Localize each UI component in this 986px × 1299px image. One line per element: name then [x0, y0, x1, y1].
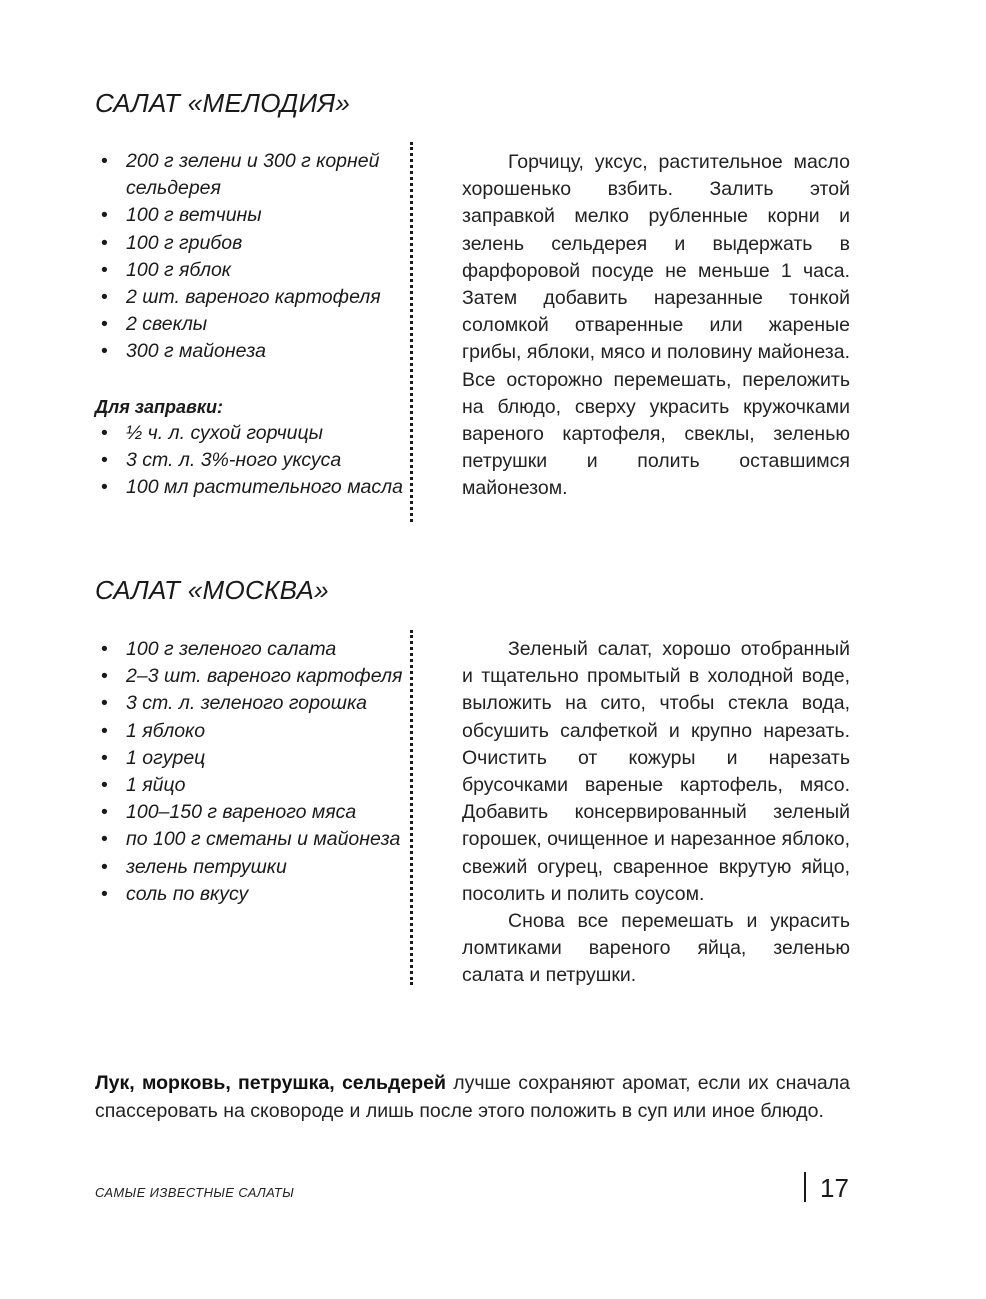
recipe-title-melodiya: САЛАТ «МЕЛОДИЯ» [95, 88, 351, 118]
instruction-paragraph: Снова все перемешать и украсить ломтиками вареного яйца, зеленью салата и петрушки. [462, 910, 850, 987]
cooking-tip [95, 1070, 850, 1125]
ingredient-item: • 100 г зеленого салата [95, 636, 405, 663]
instruction-paragraph: Горчицу, уксус, растительное масло хорошенько взбить. Залить этой заправкой мелко рубленные корни и зелень сельдерея и выдержать в фарфоровой посуде не меньше 1 часа. Затем добавить нарезанные тонкой соломкой отваренные или жареные грибы, яблоки, мясо и половину майонеза. Все осторожно перемешать, переложить на блюдо, сверху украсить кружочками вареного картофеля, свеклы, зеленью петрушки и полить оставшимся майонезом. [462, 151, 850, 500]
ingredient-item: • 100 г яблок [95, 257, 405, 284]
page-separator [804, 1172, 806, 1202]
page-number-value: 17 [820, 1173, 849, 1203]
dressing-list [95, 420, 405, 502]
ingredient-item: • 1 яблоко [95, 718, 405, 745]
ingredient-item: • 100 г ветчины [95, 202, 405, 229]
ingredients-list-melodiya [95, 148, 405, 366]
ingredients-list-moskva [95, 636, 405, 908]
ingredient-item: • соль по вкусу [95, 881, 405, 908]
tip-text: лучше сохраняют аромат, если их сначала спассеровать на сковороде и лишь после этого положить в суп или иное блюдо. [95, 1072, 850, 1122]
tip-bold-lead: Лук, морковь, петрушка, сельдерей [95, 1072, 446, 1094]
ingredient-item: • 200 г зелени и 300 г корней сельдерея [95, 148, 405, 202]
dressing-item: • 3 ст. л. 3%-ного уксуса [95, 447, 405, 474]
page-number [804, 1172, 849, 1204]
ingredient-item: • 1 огурец [95, 745, 405, 772]
recipe-title-moskva: САЛАТ «МОСКВА» [95, 575, 329, 605]
ingredient-item: • 1 яйцо [95, 772, 405, 799]
ingredient-item: • 300 г майонеза [95, 338, 405, 365]
ingredient-item: • 2 шт. вареного картофеля [95, 284, 405, 311]
dotted-divider [410, 142, 413, 522]
section-footer: САМЫЕ ИЗВЕСТНЫЕ САЛАТЫ [95, 1185, 295, 1200]
ingredient-item: • 2 свеклы [95, 311, 405, 338]
ingredient-item: • 3 ст. л. зеленого горошка [95, 690, 405, 717]
instructions-melodiya [462, 149, 850, 503]
dressing-item: • ½ ч. л. сухой горчицы [95, 420, 405, 447]
ingredient-item: • 100 г грибов [95, 230, 405, 257]
ingredient-item: • по 100 г сметаны и майонеза [95, 826, 405, 853]
dotted-divider [410, 630, 413, 985]
instructions-moskva [462, 636, 850, 990]
dressing-heading: Для заправки: [95, 397, 223, 417]
instruction-paragraph: Зеленый салат, хорошо отобранный и тщательно промытый в холодной воде, выложить на сито, чтобы стекла вода, обсушить салфеткой и крупно нарезать. Очистить от кожуры и нарезать брусочками вареные картофель, мясо. Добавить консервированный зеленый горошек, очищенное и нарезанное яблоко, свежий огурец, сваренное вкрутую яйцо, посолить и полить соусом. [462, 638, 850, 905]
ingredient-item: • 2–3 шт. вареного картофеля [95, 663, 405, 690]
ingredient-item: • 100–150 г вареного мяса [95, 799, 405, 826]
dressing-item: • 100 мл растительного масла [95, 474, 405, 501]
ingredient-item: • зелень петрушки [95, 854, 405, 881]
